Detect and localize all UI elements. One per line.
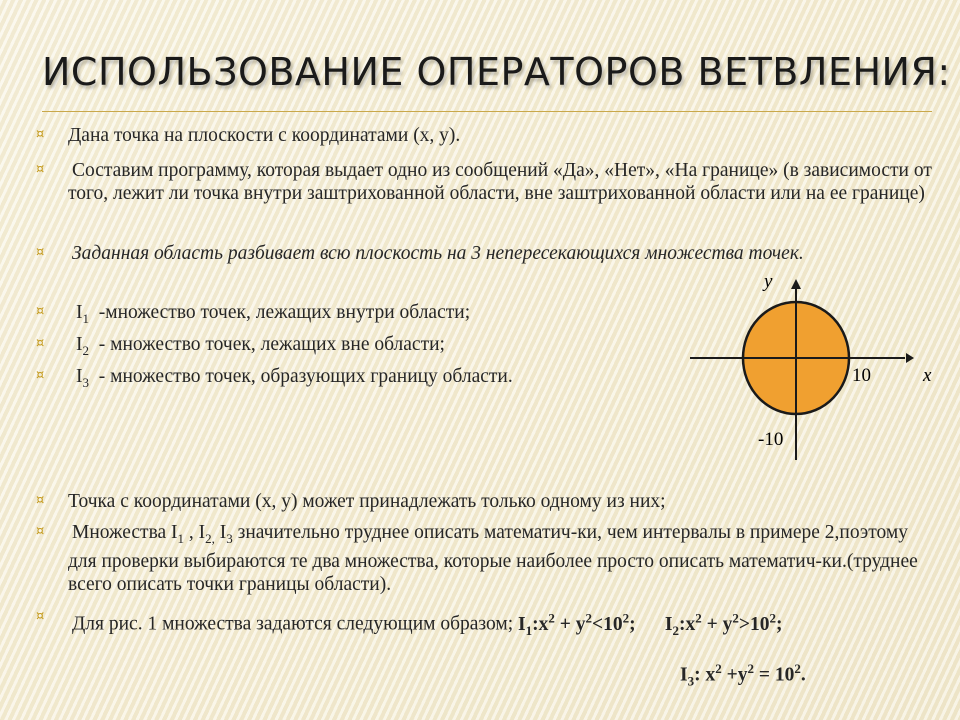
p8-text-mid1: , I (184, 522, 206, 543)
formula-part: + y (554, 613, 586, 635)
paragraph-9 (68, 606, 782, 641)
p8-text-post: значительно труднее описать математич-ки, чем интервалы в примере 2,поэтому для проверки выбираются те два множества, которые наиболее просто описать математич-ки.(труднее всего описать точки границы области). (68, 522, 918, 595)
set-symbol: I (76, 334, 83, 355)
formula-power: 2 (715, 661, 722, 676)
bullet-icon: ¤ (36, 304, 45, 319)
bullet-icon: ¤ (36, 162, 45, 177)
page-title: ИСПОЛЬЗОВАНИЕ ОПЕРАТОРОВ ВЕТВЛЕНИЯ: (42, 50, 951, 94)
tick-label-x: 10 (852, 365, 871, 386)
x-axis-arrow-icon (906, 353, 914, 363)
paragraph-8 (68, 521, 928, 596)
x-axis-label: x (923, 365, 932, 386)
set-symbol: I (76, 366, 83, 387)
y-axis-label: y (764, 271, 773, 292)
formula-part: <10 (591, 613, 623, 635)
formula-power: 2 (732, 610, 739, 625)
formula-part: ; (629, 613, 636, 635)
formula-power: 2 (747, 661, 754, 676)
formula-subscript: 3 (687, 673, 695, 689)
title-underline (42, 111, 932, 112)
formula-part: >10 (738, 613, 770, 635)
formula-part: = 10 (753, 664, 795, 686)
bullet-icon: ¤ (36, 609, 45, 624)
formula-power: 2 (622, 610, 630, 625)
bullet-icon: ¤ (36, 245, 45, 260)
set-description: -множество точек, лежащих внутри области; (98, 302, 471, 323)
formula-subscript: 1 (525, 622, 533, 638)
p8-sub-2: 2, (205, 530, 215, 546)
formula-part: . (800, 664, 806, 686)
formula-symbol: I (680, 664, 688, 686)
formula-power: 2 (769, 610, 776, 625)
formula-part: : x (694, 664, 716, 686)
paragraph-2: Составим программу, которая выдает одно из сообщений «Да», «Нет», «На границе» (в зависимости от того, лежит ли точка внутри заштрихованной области, вне заштрихованной области или на ее границе) (68, 160, 932, 204)
set-description: - множество точек, образующих границу области. (98, 366, 513, 387)
formula-part: + y (701, 613, 733, 635)
set-description: - множество точек, лежащих вне области; (98, 334, 445, 355)
formula-power: 2 (548, 610, 555, 625)
bullet-icon: ¤ (36, 368, 45, 383)
set-subscript: 1 (82, 310, 89, 326)
formula-i1 (518, 610, 636, 638)
set-subscript: 2 (82, 342, 89, 358)
paragraph-1: Дана точка на плоскости с координатами (x, y). (68, 125, 461, 146)
bullet-icon: ¤ (36, 127, 45, 142)
bullet-icon: ¤ (36, 336, 45, 351)
formula-part: ; (775, 613, 783, 635)
tick-label-y: -10 (758, 429, 784, 450)
paragraph-7: Точка с координатами (x, y) может принадлежать только одному из них; (68, 491, 666, 512)
formula-part: :x (678, 613, 696, 635)
p9-text-pre: Для рис. 1 множества задаются следующим образом; (72, 613, 519, 635)
set-subscript: 3 (82, 374, 89, 390)
circle-region-graph (680, 265, 960, 465)
bullet-icon: ¤ (36, 493, 45, 508)
p8-text-pre: Множества I (72, 522, 178, 543)
formula-symbol: I (664, 613, 673, 635)
paragraph-3: Заданная область разбивает всю плоскость на 3 непересекающихся множества точек. (72, 243, 804, 264)
set-i3-line (76, 365, 513, 394)
formula-i2 (664, 610, 783, 638)
formula-part: +y (721, 664, 748, 686)
formula-symbol: I (518, 613, 526, 635)
formula-power: 2 (794, 661, 801, 676)
formula-part: :x (532, 613, 549, 635)
formula-power: 2 (695, 610, 702, 625)
formula-power: 2 (585, 610, 592, 625)
set-i1-line (76, 301, 470, 330)
bullet-icon: ¤ (36, 524, 45, 539)
p8-text-mid2: I (214, 522, 227, 543)
formula-i3 (680, 661, 806, 689)
formula-subscript: 2 (672, 622, 679, 638)
p8-sub-1: 1 (177, 530, 185, 546)
set-symbol: I (76, 302, 83, 323)
p8-sub-3: 3 (226, 530, 233, 546)
set-i2-line (76, 333, 445, 362)
